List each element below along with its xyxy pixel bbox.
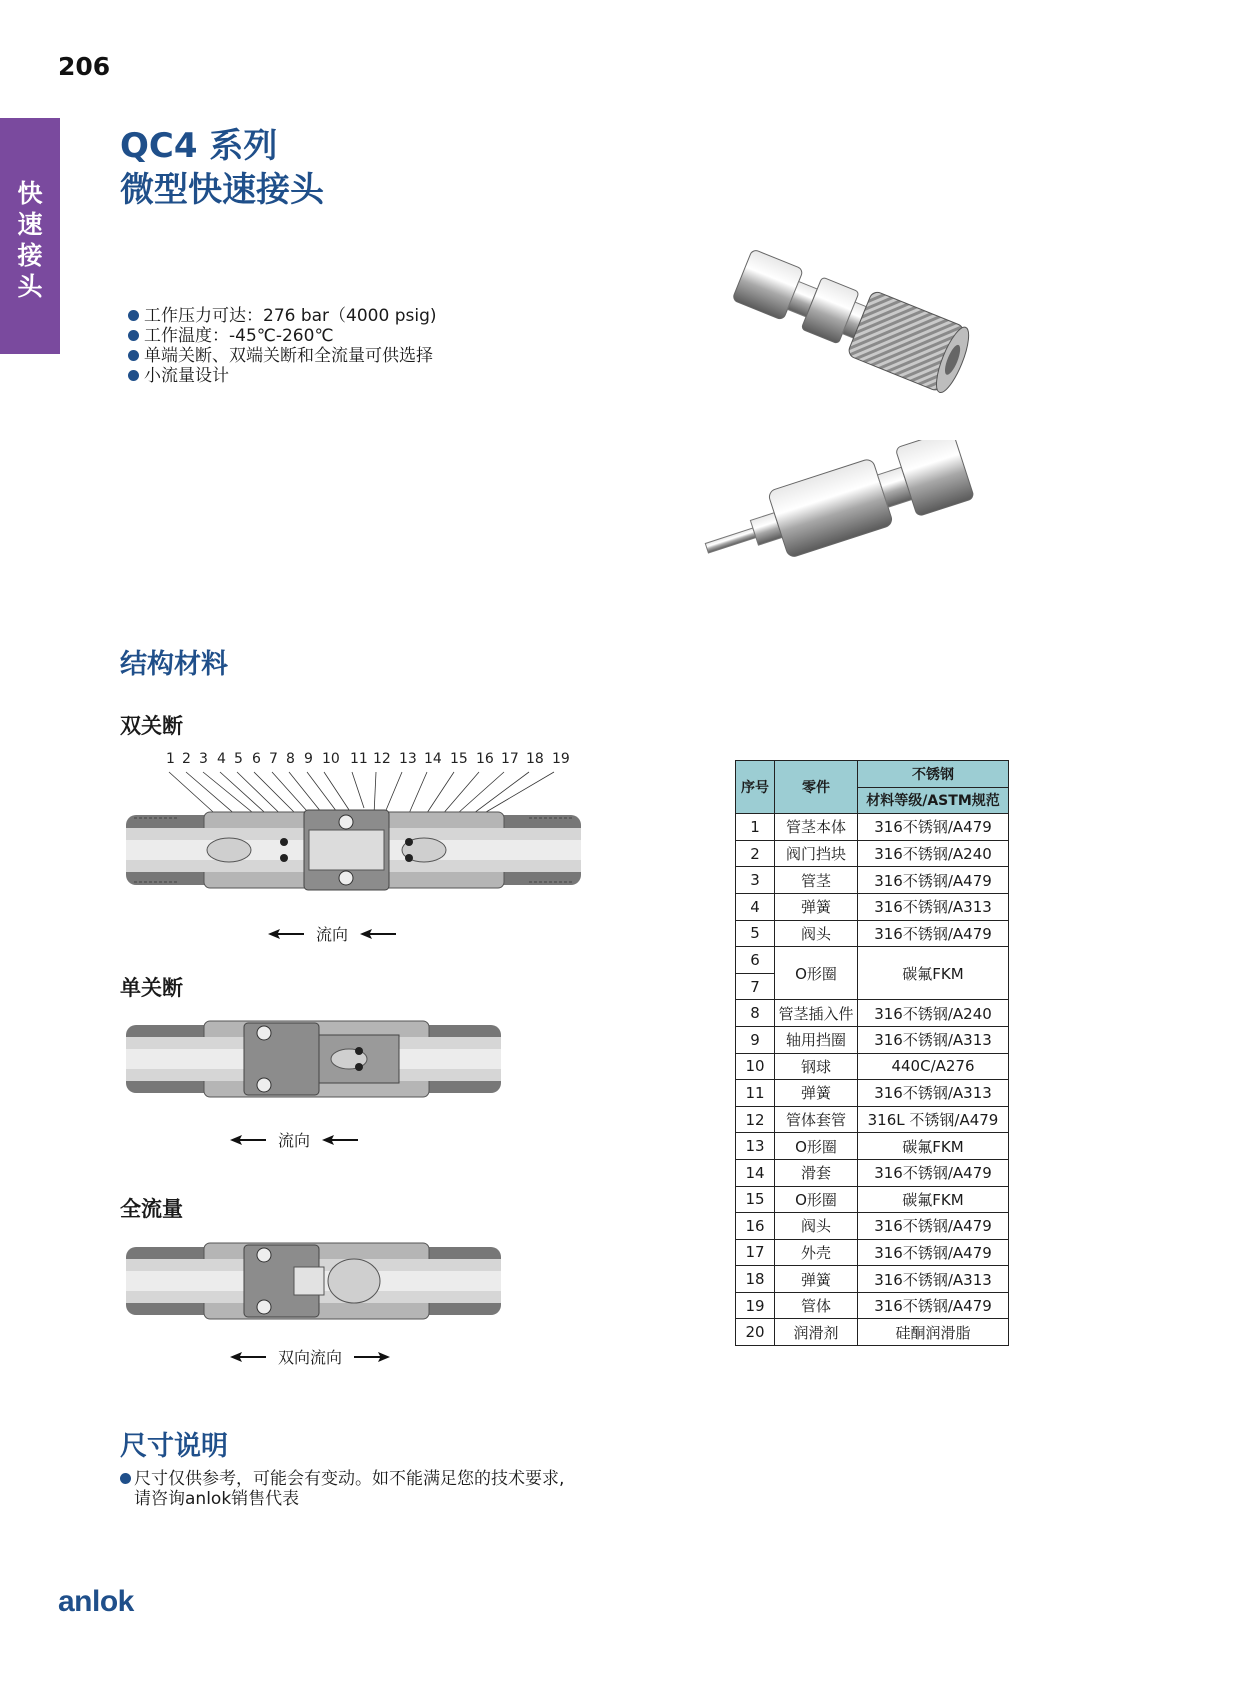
arrow-left-icon xyxy=(268,928,304,940)
callout-number: 16 xyxy=(476,751,494,767)
arrow-right-icon xyxy=(354,1351,390,1363)
table-row: 20 润滑剂 硅酮润滑脂 xyxy=(736,1319,1009,1346)
callout-numbers xyxy=(160,751,580,771)
table-header-material-sub: 材料等级/ASTM规范 xyxy=(858,787,1009,814)
bullet-icon xyxy=(128,310,139,321)
table-row: 18 弹簧 316不锈钢/A313 xyxy=(736,1266,1009,1293)
flow-indicator-single xyxy=(230,1128,358,1151)
product-subtitle: 微型快速接头 xyxy=(120,170,324,210)
table-row: 17 外壳 316不锈钢/A479 xyxy=(736,1239,1009,1266)
flow-label: 流向 xyxy=(278,1131,311,1150)
feature-item: 工作温度：-45℃-260℃ xyxy=(128,326,437,346)
flow-label: 双向流向 xyxy=(278,1348,343,1367)
diagram-full-flow xyxy=(124,1237,504,1327)
table-row: 9 轴用挡圈 316不锈钢/A313 xyxy=(736,1026,1009,1053)
callout-number: 5 xyxy=(234,751,243,767)
feature-list xyxy=(128,306,437,386)
callout-number: 2 xyxy=(182,751,191,767)
product-photo-plug xyxy=(690,440,990,570)
callout-number: 10 xyxy=(322,751,340,767)
callout-number: 14 xyxy=(424,751,442,767)
callout-number: 3 xyxy=(199,751,208,767)
callout-number: 19 xyxy=(552,751,570,767)
table-header-no: 序号 xyxy=(736,761,775,814)
arrow-left-icon xyxy=(322,1134,358,1146)
table-row: 5 阀头 316不锈钢/A479 xyxy=(736,920,1009,947)
product-photo-socket xyxy=(720,240,1000,420)
bullet-icon xyxy=(128,370,139,381)
table-row: 10 钢球 440C/A276 xyxy=(736,1053,1009,1080)
table-row: 16 阀头 316不锈钢/A479 xyxy=(736,1213,1009,1240)
callout-number: 6 xyxy=(252,751,261,767)
table-header-material-group: 不锈钢 xyxy=(858,761,1009,788)
callout-number: 11 xyxy=(350,751,368,767)
callout-number: 18 xyxy=(526,751,544,767)
arrow-left-icon xyxy=(230,1134,266,1146)
callout-number: 7 xyxy=(269,751,278,767)
diagram-title-full-flow: 全流量 xyxy=(120,1197,183,1221)
table-row: 6 O形圈 碳氟FKM xyxy=(736,947,1009,974)
side-tab-char: 头 xyxy=(17,272,43,301)
callout-number: 13 xyxy=(399,751,417,767)
flow-label: 流向 xyxy=(316,925,349,944)
table-row: 14 滑套 316不锈钢/A479 xyxy=(736,1159,1009,1186)
table-header-part: 零件 xyxy=(775,761,858,814)
flow-indicator-double xyxy=(268,922,396,945)
dimension-note: 尺寸仅供参考，可能会有变动。如不能满足您的技术要求, 请咨询anlok销售代表 xyxy=(120,1469,564,1509)
table-body xyxy=(736,814,1009,1346)
bullet-icon xyxy=(120,1473,131,1484)
callout-number: 8 xyxy=(286,751,295,767)
flow-indicator-full xyxy=(230,1345,390,1368)
bullet-icon xyxy=(128,330,139,341)
side-tab-label xyxy=(0,178,60,302)
table-row: 11 弹簧 316不锈钢/A313 xyxy=(736,1080,1009,1107)
feature-item: 小流量设计 xyxy=(128,366,437,386)
table-row: 1 管茎本体 316不锈钢/A479 xyxy=(736,814,1009,841)
arrow-left-icon xyxy=(360,928,396,940)
table-row: 19 管体 316不锈钢/A479 xyxy=(736,1292,1009,1319)
side-tab-char: 速 xyxy=(17,210,43,239)
table-row: 8 管茎插入件 316不锈钢/A240 xyxy=(736,1000,1009,1027)
table-row: 7 xyxy=(736,973,1009,1000)
callout-number: 9 xyxy=(304,751,313,767)
table-row: 3 管茎 316不锈钢/A479 xyxy=(736,867,1009,894)
side-tab-char: 接 xyxy=(17,241,43,270)
materials-table xyxy=(735,760,1009,1346)
page-number: 206 xyxy=(58,52,111,81)
callout-number: 12 xyxy=(373,751,391,767)
feature-item: 单端关断、双端关断和全流量可供选择 xyxy=(128,346,437,366)
diagram-double-shutoff xyxy=(124,770,584,900)
product-title: QC4 系列 xyxy=(120,126,278,166)
table-row: 15 O形圈 碳氟FKM xyxy=(736,1186,1009,1213)
brand-logo: anlok xyxy=(58,1585,134,1618)
diagram-title-double: 双关断 xyxy=(120,714,183,738)
diagram-single-shutoff xyxy=(124,1015,504,1105)
table-row: 12 管体套管 316L 不锈钢/A479 xyxy=(736,1106,1009,1133)
callout-number: 4 xyxy=(217,751,226,767)
feature-item: 工作压力可达：276 bar（4000 psig) xyxy=(128,306,437,326)
section-title-dimensions: 尺寸说明 xyxy=(120,1431,228,1462)
diagram-title-single: 单关断 xyxy=(120,976,183,1000)
callout-number: 17 xyxy=(501,751,519,767)
table-row: 4 弹簧 316不锈钢/A313 xyxy=(736,893,1009,920)
arrow-left-icon xyxy=(230,1351,266,1363)
callout-number: 15 xyxy=(450,751,468,767)
table-row: 2 阀门挡块 316不锈钢/A240 xyxy=(736,840,1009,867)
section-title-materials: 结构材料 xyxy=(120,649,228,680)
side-tab-char: 快 xyxy=(17,179,43,208)
bullet-icon xyxy=(128,350,139,361)
callout-number: 1 xyxy=(166,751,175,767)
table-row: 13 O形圈 碳氟FKM xyxy=(736,1133,1009,1160)
